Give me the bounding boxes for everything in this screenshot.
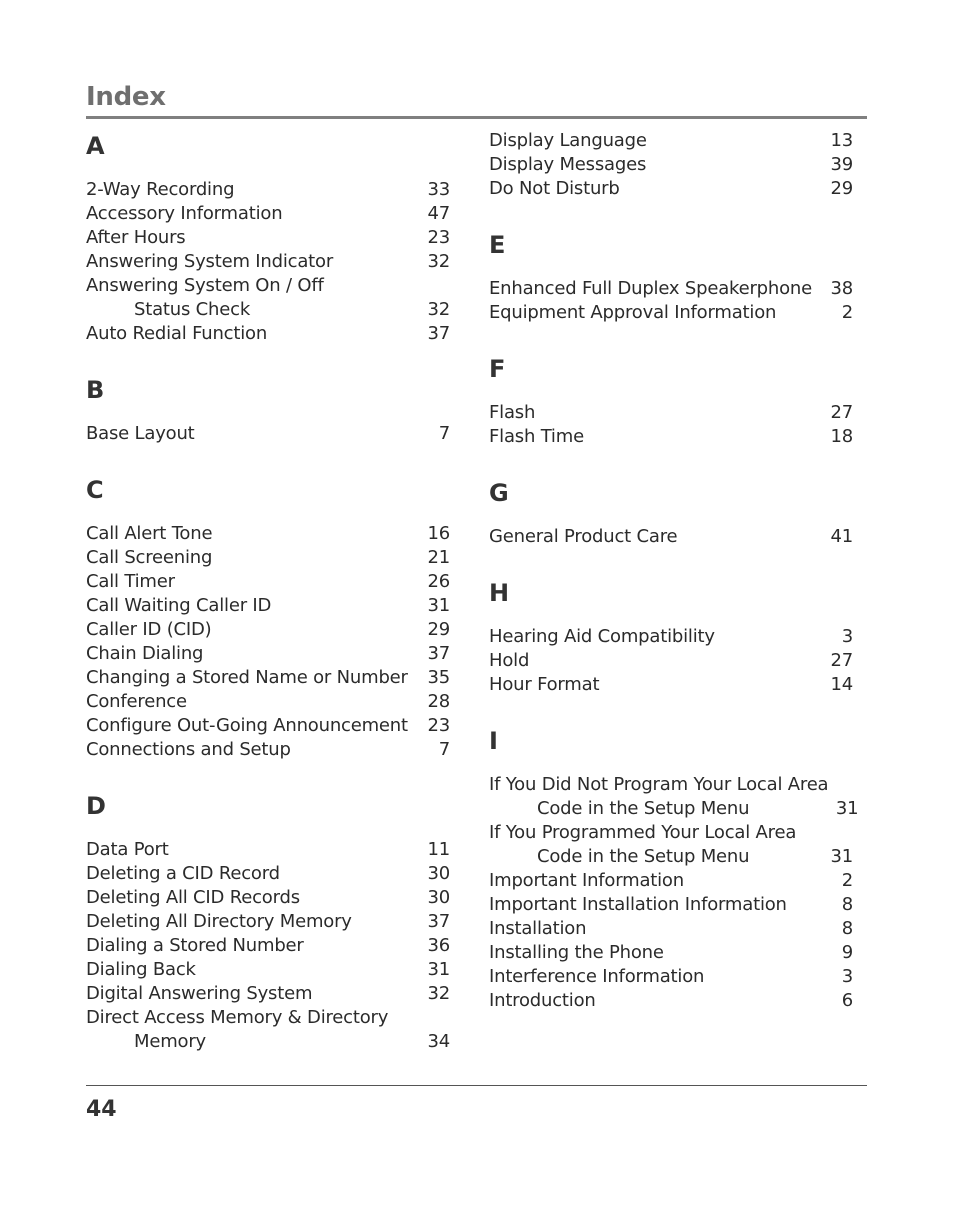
entry-text: Call Waiting Caller ID [86, 595, 272, 616]
entry-text: Important Information [489, 870, 684, 891]
entry-page: 34 [427, 1031, 450, 1052]
entry-page: 29 [830, 178, 853, 199]
entry-text: Chain Dialing [86, 643, 204, 664]
entry-text: General Product Care [489, 526, 678, 547]
entry-page: 26 [427, 571, 450, 592]
index-column-left [86, 128, 450, 1080]
entry-text: After Hours [86, 227, 186, 248]
entry-page: 7 [438, 423, 450, 444]
entry-text: Installation [489, 918, 587, 939]
index-section [86, 788, 450, 1054]
index-entry [86, 738, 450, 762]
index-section [86, 372, 450, 446]
index-entry [86, 178, 450, 202]
index-entry [86, 982, 450, 1006]
section-letter: G [489, 479, 509, 507]
entry-page: 13 [830, 130, 853, 151]
section-letter: I [489, 727, 498, 755]
entry-text: Conference [86, 691, 187, 712]
entry-text: If You Did Not Program Your Local Area [489, 774, 829, 795]
entry-continuation: Memory [134, 1031, 207, 1052]
index-entry [489, 153, 853, 177]
entry-page: 37 [427, 911, 450, 932]
entry-text: Answering System On / Off [86, 275, 324, 296]
section-letter: D [86, 792, 106, 820]
page-title: Index [86, 82, 166, 112]
index-entry [489, 989, 853, 1013]
entry-page: 3 [841, 966, 853, 987]
entry-continuation: Code in the Setup Menu [537, 846, 750, 867]
entry-page: 31 [835, 798, 859, 819]
entry-page: 16 [427, 523, 450, 544]
entry-page: 11 [427, 839, 450, 860]
index-section [489, 351, 853, 449]
entry-text: Flash [489, 402, 536, 423]
index-entry [86, 618, 450, 642]
entry-page: 32 [427, 983, 450, 1004]
index-entry [86, 546, 450, 570]
entry-page: 41 [830, 526, 853, 547]
index-column-right [489, 128, 859, 1039]
entry-page: 29 [427, 619, 450, 640]
index-entry [489, 941, 853, 965]
entry-page: 31 [427, 959, 450, 980]
entry-text: Deleting All CID Records [86, 887, 300, 908]
section-letter: F [489, 355, 506, 383]
entry-page: 38 [830, 278, 853, 299]
entry-text: Equipment Approval Information [489, 302, 777, 323]
entry-text: Display Language [489, 130, 647, 151]
entry-text: Digital Answering System [86, 983, 313, 1004]
index-entry [489, 869, 853, 893]
index-entry [489, 301, 853, 325]
entry-text: Changing a Stored Name or Number [86, 667, 408, 688]
index-entry [489, 401, 853, 425]
index-entry [489, 129, 853, 153]
index-entry [86, 1006, 450, 1054]
section-letter: H [489, 579, 510, 607]
entry-text: Direct Access Memory & Directory [86, 1007, 389, 1028]
entry-page: 36 [427, 935, 450, 956]
entry-text: If You Programmed Your Local Area [489, 822, 797, 843]
entry-page: 23 [427, 227, 450, 248]
index-entry [86, 322, 450, 346]
index-entry [86, 522, 450, 546]
index-section [489, 575, 853, 697]
entry-text: Important Installation Information [489, 894, 787, 915]
entry-text: Hearing Aid Compatibility [489, 626, 715, 647]
index-section [86, 128, 450, 346]
index-entry [489, 673, 853, 697]
index-entry [489, 773, 859, 821]
entry-page: 28 [427, 691, 450, 712]
index-section [489, 475, 853, 549]
entry-continuation: Code in the Setup Menu [537, 798, 750, 819]
entry-text: Deleting All Directory Memory [86, 911, 352, 932]
index-entry [489, 177, 853, 201]
entry-page: 3 [841, 626, 853, 647]
index-section [86, 472, 450, 762]
entry-page: 37 [427, 323, 450, 344]
entry-text: Do Not Disturb [489, 178, 620, 199]
index-section [489, 129, 853, 201]
index-entry [86, 274, 450, 322]
entry-page: 9 [841, 942, 853, 963]
entry-page: 8 [841, 894, 853, 915]
entry-text: Base Layout [86, 423, 195, 444]
entry-text: Introduction [489, 990, 596, 1011]
index-entry [86, 690, 450, 714]
index-entry [489, 277, 853, 301]
entry-page: 18 [830, 426, 853, 447]
entry-text: Flash Time [489, 426, 584, 447]
entry-text: Caller ID (CID) [86, 619, 212, 640]
page-number: 44 [86, 1097, 117, 1122]
index-entry [86, 862, 450, 886]
entry-text: Auto Redial Function [86, 323, 268, 344]
index-entry [489, 649, 853, 673]
index-entry [86, 226, 450, 250]
index-entry [489, 525, 853, 549]
entry-page: 6 [841, 990, 853, 1011]
entry-text: 2-Way Recording [86, 179, 235, 200]
index-section [489, 227, 853, 325]
entry-text: Hour Format [489, 674, 600, 695]
index-entry [489, 965, 853, 989]
entry-text: Installing the Phone [489, 942, 664, 963]
entry-text: Call Timer [86, 571, 175, 592]
entry-page: 32 [427, 299, 450, 320]
entry-text: Answering System Indicator [86, 251, 334, 272]
index-entry [86, 958, 450, 982]
index-entry [86, 934, 450, 958]
entry-page: 30 [427, 887, 450, 908]
entry-text: Call Alert Tone [86, 523, 213, 544]
entry-text: Dialing a Stored Number [86, 935, 304, 956]
entry-text: Hold [489, 650, 530, 671]
index-entry [489, 893, 853, 917]
index-entry [489, 821, 853, 869]
entry-page: 31 [830, 846, 853, 867]
index-entry [86, 422, 450, 446]
entry-page: 21 [427, 547, 450, 568]
entry-page: 27 [830, 402, 853, 423]
entry-page: 30 [427, 863, 450, 884]
entry-text: Dialing Back [86, 959, 196, 980]
footer-rule [86, 1085, 867, 1086]
header-rule [86, 116, 867, 119]
entry-text: Display Messages [489, 154, 647, 175]
entry-continuation: Status Check [134, 299, 251, 320]
section-letter: C [86, 476, 104, 504]
section-letter: B [86, 376, 105, 404]
entry-text: Call Screening [86, 547, 213, 568]
entry-page: 8 [841, 918, 853, 939]
index-entry [86, 838, 450, 862]
section-letter: A [86, 132, 105, 160]
section-letter: E [489, 231, 506, 259]
entry-text: Data Port [86, 839, 169, 860]
index-entry [86, 202, 450, 226]
entry-page: 14 [830, 674, 853, 695]
index-entry [86, 910, 450, 934]
entry-page: 47 [427, 203, 450, 224]
entry-page: 2 [841, 870, 853, 891]
index-entry [489, 425, 853, 449]
index-entry [86, 594, 450, 618]
entry-page: 23 [427, 715, 450, 736]
entry-text: Configure Out-Going Announcement [86, 715, 408, 736]
index-entry [86, 250, 450, 274]
entry-page: 37 [427, 643, 450, 664]
entry-page: 35 [427, 667, 450, 688]
index-section [489, 723, 859, 1013]
entry-page: 7 [438, 739, 450, 760]
index-entry [86, 886, 450, 910]
index-entry [86, 714, 450, 738]
entry-text: Accessory Information [86, 203, 283, 224]
entry-text: Enhanced Full Duplex Speakerphone [489, 278, 813, 299]
entry-page: 31 [427, 595, 450, 616]
entry-page: 32 [427, 251, 450, 272]
entry-text: Deleting a CID Record [86, 863, 280, 884]
entry-text: Interference Information [489, 966, 705, 987]
entry-page: 2 [841, 302, 853, 323]
entry-page: 27 [830, 650, 853, 671]
index-entry [86, 570, 450, 594]
entry-text: Connections and Setup [86, 739, 291, 760]
index-entry [86, 666, 450, 690]
entry-page: 33 [427, 179, 450, 200]
index-entry [86, 642, 450, 666]
entry-page: 39 [830, 154, 853, 175]
index-entry [489, 917, 853, 941]
index-entry [489, 625, 853, 649]
